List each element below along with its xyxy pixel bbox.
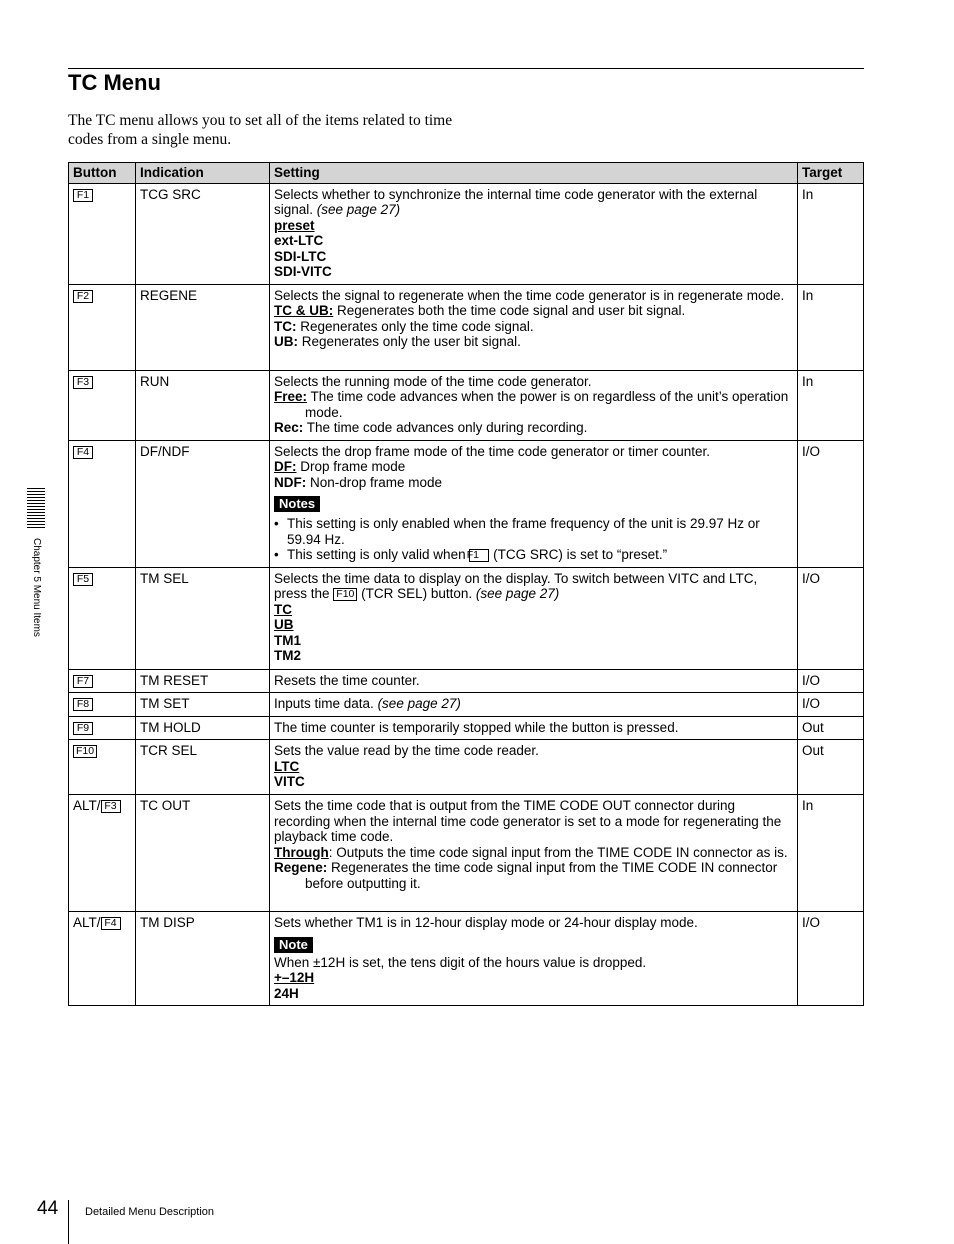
indication-cell: DF/NDF: [136, 440, 270, 567]
alt-prefix: ALT/: [73, 798, 101, 813]
indication-cell: TM SEL: [136, 567, 270, 669]
setting-cell: [270, 693, 798, 717]
note-text: This setting is only valid when: [287, 547, 470, 562]
setting-term-text: The time code advances only during recording.: [303, 420, 588, 435]
indication-cell: TM SET: [136, 693, 270, 717]
target-cell: In: [798, 284, 864, 370]
button-cell: [69, 183, 136, 284]
setting-cell: Resets the time counter.: [270, 669, 798, 693]
table-row: [69, 284, 864, 370]
setting-cell: [270, 912, 798, 1006]
note-item: • This setting is only enabled when the frame frequency of the unit is 29.97 Hz or 59.94 Hz.: [274, 516, 793, 547]
top-rule: [68, 68, 864, 69]
setting-cell: [270, 740, 798, 795]
target-cell: I/O: [798, 912, 864, 1006]
note-text: When ±12H is set, the tens digit of the hours value is dropped.: [274, 954, 647, 970]
key-f1: F1: [469, 549, 489, 562]
notes-list: [274, 516, 793, 563]
key-f4: F4: [101, 917, 121, 930]
key-f9: F9: [73, 722, 93, 735]
indication-cell: TCR SEL: [136, 740, 270, 795]
setting-description: Selects the time data to display on the display. To switch between VITC and LTC, press the: [274, 570, 758, 601]
key-f7: F7: [73, 675, 93, 688]
button-cell: [69, 284, 136, 370]
setting-cell: [270, 440, 798, 567]
target-cell: Out: [798, 716, 864, 740]
note-text: (TCG SRC) is set to “preset.”: [489, 547, 668, 562]
option: TM2: [274, 648, 301, 663]
setting-term: Rec:: [274, 420, 304, 435]
header-target: Target: [798, 163, 864, 184]
target-cell: In: [798, 183, 864, 284]
indication-cell: REGENE: [136, 284, 270, 370]
notes-label: Notes: [274, 496, 320, 512]
indication-cell: TM DISP: [136, 912, 270, 1006]
key-f1: F1: [73, 189, 93, 202]
header-setting: Setting: [270, 163, 798, 184]
setting-description: Selects the drop frame mode of the time code generator or timer counter.: [274, 443, 710, 459]
note-label: Note: [274, 937, 313, 953]
button-cell: [69, 716, 136, 740]
chapter-tab-marker: [27, 488, 45, 528]
setting-item: [274, 319, 793, 335]
chapter-side-label: Chapter 5 Menu Items: [31, 538, 42, 637]
target-cell: I/O: [798, 693, 864, 717]
setting-item: [274, 845, 793, 861]
table-row: [69, 370, 864, 440]
option: TM1: [274, 632, 301, 648]
indication-cell: RUN: [136, 370, 270, 440]
table-row: [69, 567, 864, 669]
footer-rule: [68, 1200, 69, 1244]
indication-cell: TC OUT: [136, 795, 270, 912]
setting-item: [274, 334, 793, 350]
option: SDI-LTC: [274, 248, 327, 264]
setting-description: Sets the value read by the time code reader.: [274, 743, 539, 758]
setting-cell: [270, 183, 798, 284]
page-title: TC Menu: [68, 70, 161, 95]
setting-term-text: Regenerates only the time code signal.: [296, 318, 534, 334]
button-cell: [69, 567, 136, 669]
target-cell: I/O: [798, 440, 864, 567]
setting-term: DF:: [274, 459, 297, 474]
key-f10: F10: [73, 745, 97, 758]
alt-prefix: ALT/: [73, 915, 101, 930]
button-cell: [69, 912, 136, 1006]
note-item: [274, 547, 793, 563]
option: UB: [274, 617, 294, 632]
key-f5: F5: [73, 573, 93, 586]
header-indication: Indication: [136, 163, 270, 184]
setting-cell: The time counter is temporarily stopped while the button is pressed.: [270, 716, 798, 740]
indication-cell: TCG SRC: [136, 183, 270, 284]
button-cell: [69, 370, 136, 440]
table-row: [69, 669, 864, 693]
setting-description: Selects the signal to regenerate when the time code generator is in regenerate mode.: [274, 287, 785, 303]
setting-item: [274, 420, 793, 436]
setting-term-text: Regenerates the time code signal input from the TIME CODE IN connector before outputting it.: [305, 860, 778, 891]
page-reference: (see page 27): [377, 696, 461, 711]
page-reference: (see page 27): [475, 586, 560, 601]
page-number: 44: [37, 1198, 59, 1219]
target-cell: I/O: [798, 567, 864, 669]
key-f8: F8: [73, 698, 93, 711]
button-cell: [69, 740, 136, 795]
target-cell: I/O: [798, 669, 864, 693]
indication-cell: TM RESET: [136, 669, 270, 693]
setting-term: Through: [274, 844, 329, 860]
setting-term-text: The time code advances when the power is on regardless of the unit’s operation mode.: [305, 389, 789, 420]
button-cell: [69, 440, 136, 567]
setting-description: Inputs time data.: [274, 696, 378, 711]
setting-term-text: Regenerates both the time code signal and user bit signal.: [333, 303, 686, 318]
key-f10: F10: [333, 588, 357, 601]
setting-term-text: Non-drop frame mode: [306, 474, 443, 490]
setting-cell: [270, 284, 798, 370]
setting-term: TC:: [274, 318, 297, 334]
setting-term: Regene:: [274, 860, 328, 875]
button-cell: [69, 669, 136, 693]
table-row: [69, 716, 864, 740]
key-f3: F3: [73, 376, 93, 389]
setting-item: [274, 475, 793, 491]
setting-description: Selects the running mode of the time code generator.: [274, 373, 592, 389]
tc-menu-table: [68, 162, 864, 1006]
option: ext-LTC: [274, 233, 324, 248]
setting-term-text: Drop frame mode: [296, 459, 406, 474]
setting-cell: [270, 370, 798, 440]
setting-item: [274, 303, 793, 319]
indication-cell: TM HOLD: [136, 716, 270, 740]
option-default: +–12H: [274, 970, 315, 985]
header-button: Button: [69, 163, 136, 184]
button-cell: [69, 693, 136, 717]
option: 24H: [274, 985, 299, 1001]
setting-description: Sets whether TM1 is in 12-hour display mode or 24-hour display mode.: [274, 915, 698, 930]
setting-item: [274, 389, 793, 420]
page-reference: (see page 27): [316, 202, 401, 217]
setting-description: Selects whether to synchronize the internal time code generator with the external signal.: [274, 186, 758, 217]
setting-term: Free:: [274, 389, 308, 404]
button-cell: [69, 795, 136, 912]
setting-cell: [270, 567, 798, 669]
table-row: [69, 440, 864, 567]
footer-section-title: Detailed Menu Description: [85, 1206, 215, 1218]
option-default: TC: [274, 601, 292, 617]
table-header-row: [69, 163, 864, 184]
setting-item: [274, 860, 793, 891]
table-row: [69, 740, 864, 795]
table-row: [69, 183, 864, 284]
option-default: LTC: [274, 758, 300, 774]
target-cell: Out: [798, 740, 864, 795]
setting-term: NDF:: [274, 474, 307, 490]
table-row: [69, 693, 864, 717]
option: VITC: [274, 774, 305, 789]
table-row: [69, 912, 864, 1006]
option-default: preset: [274, 217, 315, 233]
intro-paragraph: The TC menu allows you to set all of the items related to time codes from a single menu.: [68, 112, 453, 148]
target-cell: In: [798, 370, 864, 440]
target-cell: In: [798, 795, 864, 912]
setting-term-text: Regenerates only the user bit signal.: [298, 334, 521, 349]
option: SDI-VITC: [274, 264, 332, 279]
setting-term: UB:: [274, 334, 298, 349]
setting-item: [274, 459, 793, 475]
key-f2: F2: [73, 290, 93, 303]
setting-term-text: : Outputs the time code signal input from the TIME CODE IN connector as is.: [328, 844, 788, 860]
setting-cell: [270, 795, 798, 912]
setting-term: TC & UB:: [274, 303, 334, 318]
table-row: [69, 795, 864, 912]
setting-description: (TCR SEL) button.: [357, 586, 476, 601]
key-f4: F4: [73, 446, 93, 459]
key-f3: F3: [101, 800, 121, 813]
setting-description: Sets the time code that is output from the TIME CODE OUT connector during recording when the internal time code generator is set to a mode for regenerating the playback time code.: [274, 798, 782, 844]
